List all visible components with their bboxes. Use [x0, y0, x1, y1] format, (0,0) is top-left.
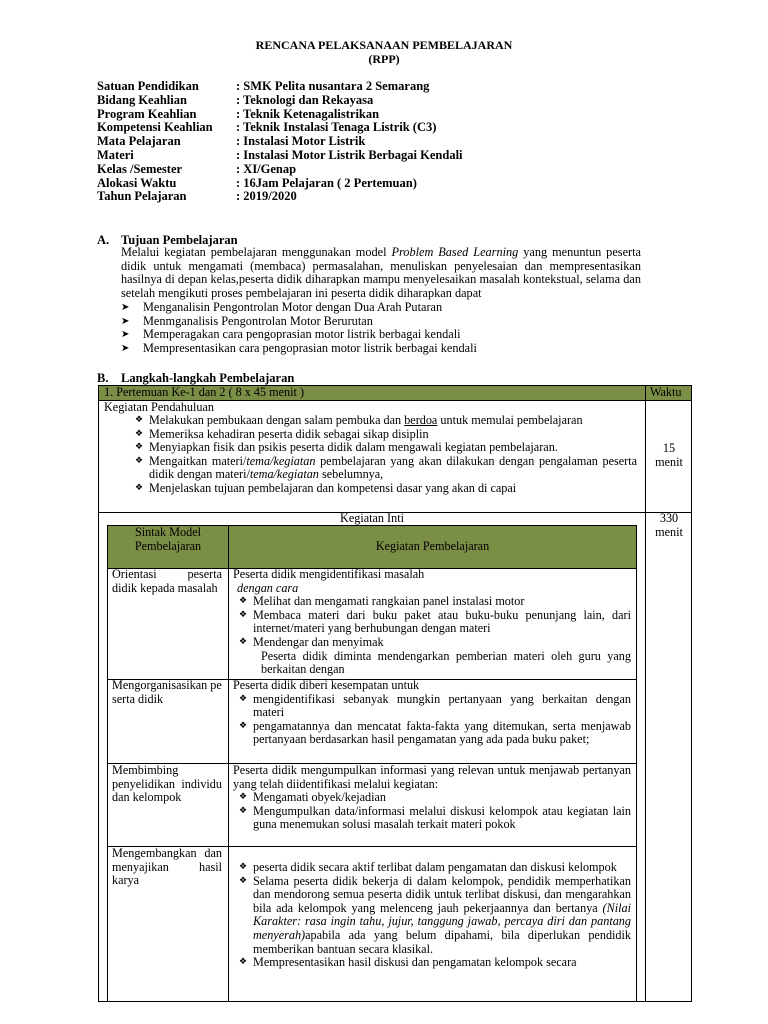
diamond-bullet-icon: ❖ — [238, 875, 248, 886]
list-item — [233, 609, 631, 636]
list-item — [233, 720, 631, 747]
identity-label: Kelas /Semester — [97, 161, 183, 176]
identity-row — [97, 149, 463, 163]
identity-label: Alokasi Waktu — [97, 175, 177, 190]
diamond-bullet-icon: ❖ — [238, 862, 248, 872]
cell-text: Peserta didik mengumpulkan informasi yang relevan untuk menjawab pertanyan yang telah diidentifikasi melalui kegiatan: — [233, 763, 631, 791]
item-text: Mengumpulkan data/informasi melalui diskusi kelompok atau kegiatan lain guna menemukan solusi masalah terkait materi pokok — [253, 803, 631, 832]
arrow-bullet-icon: ➤ — [121, 302, 130, 313]
identity-value: : Instalasi Motor Listrik — [236, 134, 366, 149]
item-text: Menyiapkan fisik dan psikis peserta didik dalam mengawali kegiatan pembelajaran. — [149, 440, 558, 455]
item-text: Mengaitkan materi/ — [149, 453, 247, 468]
list-item — [233, 693, 631, 720]
kegiatan-cell — [233, 764, 631, 832]
identity-value: : 2019/2020 — [236, 189, 297, 204]
col-header-sintak: Sintak Model Pembelajaran — [134, 525, 202, 553]
document-subtitle: (RPP) — [368, 52, 400, 66]
item-text: peserta didik secara aktif terlibat dalam pengamatan dan diskusi kelompok — [253, 860, 617, 874]
section-b-heading — [97, 371, 294, 385]
identity-row — [97, 108, 463, 122]
list-item — [121, 301, 477, 315]
cell-text: dengan cara — [237, 580, 299, 595]
cell-text: Peserta didik mengidentifikasi masalah — [233, 567, 425, 581]
item-text: apabila ada yang belum dipahami, bila diperlukan pendidik memberikan bantuan secara klasikal. — [253, 927, 631, 956]
pendahuluan-list — [129, 414, 637, 496]
col-header-kegiatan: Kegiatan Pembelajaran — [375, 539, 490, 553]
arrow-bullet-icon: ➤ — [121, 329, 130, 341]
arrow-bullet-icon: ➤ — [121, 343, 130, 355]
diamond-bullet-icon: ❖ — [134, 442, 144, 453]
table-header-meeting: 1. Pertemuan Ke-1 dan 2 ( 8 x 45 menit ) — [104, 385, 305, 399]
section-number: B. — [97, 371, 109, 385]
item-text: Selama peserta didik bekerja di dalam kelompok, pendidik memperhatikan dan mendorong semua peserta didik untuk terlibat diskusi, dan mengarahkan bila ada kelompok yang melenceng jauh pekerjaannya dan bertanya — [253, 873, 631, 915]
kegiatan-cell — [233, 861, 631, 970]
list-item — [233, 956, 631, 970]
identity-row — [97, 121, 463, 135]
cell-text: Peserta didik diminta mendengarkan pemberian materi oleh guru yang berkaitan dengan — [261, 648, 631, 677]
identity-label: Program Keahlian — [97, 106, 197, 121]
identity-row — [97, 80, 463, 94]
identity-label: Kompetensi Keahlian — [97, 120, 213, 135]
identity-label: Mata Pelajaran — [97, 134, 181, 149]
diamond-bullet-icon: ❖ — [238, 792, 248, 803]
item-text: Melakukan pembukaan dengan salam pembuka dan — [149, 413, 405, 427]
document-title: RENCANA PELAKSANAAN PEMBELAJARAN — [255, 38, 513, 52]
inti-time — [646, 512, 692, 539]
sintak-cell: Mengorganisasikan peserta didik — [112, 678, 222, 706]
item-text: untuk memulai pembelajaran — [437, 413, 583, 427]
diamond-bullet-icon: ❖ — [238, 693, 248, 704]
sintak-cell: Orientasi peserta didik kepada masalah — [112, 567, 222, 595]
item-text: Menjelaskan tujuan pembelajaran dan kompetensi dasar yang akan di capai — [149, 480, 517, 495]
item-text: Mempresentasikan hasil diskusi dan pengamatan kelompok secara — [253, 955, 577, 970]
identity-value: : Teknologi dan Rekayasa — [236, 92, 374, 107]
list-item — [233, 861, 631, 875]
section-title: Langkah-langkah Pembelajaran — [121, 371, 295, 385]
list-item — [129, 414, 637, 428]
identity-value: : Instalasi Motor Listrik Berbagai Kendali — [236, 147, 463, 162]
section-number: A. — [97, 233, 110, 247]
identity-value: : SMK Pelita nusantara 2 Semarang — [236, 79, 430, 93]
identity-row — [97, 163, 463, 177]
item-text: mengidentifikasi sebanyak mungkin pertanyaan yang berkaitan dengan materi — [253, 691, 631, 720]
identity-label: Materi — [97, 147, 134, 162]
item-text: Melihat dan mengamati rangkaian panel instalasi motor — [253, 594, 525, 609]
item-text: Membaca materi dari buku paket atau buku-buku penunjang lain, dari internet/materi yang berhubungan dengan materi — [253, 607, 631, 636]
item-text: berdoa — [404, 413, 438, 427]
column-divider — [645, 385, 646, 1002]
identity-row — [97, 135, 463, 149]
identity-value: : 16Jam Pelajaran ( 2 Pertemuan) — [236, 175, 417, 190]
arrow-bullet-icon: ➤ — [121, 315, 130, 327]
time-value: 330 — [659, 511, 679, 525]
list-item — [129, 455, 637, 482]
table-header-time: Waktu — [650, 385, 682, 399]
diamond-bullet-icon: ❖ — [238, 609, 248, 620]
pendahuluan-title: Kegiatan Pendahuluan — [104, 400, 214, 414]
identity-label: Tahun Pelajaran — [97, 189, 187, 204]
item-text: tema/kegiatan — [249, 467, 319, 482]
time-unit: menit — [655, 454, 683, 469]
identity-row — [97, 94, 463, 108]
identity-label: Bidang Keahlian — [97, 92, 187, 107]
diamond-bullet-icon: ❖ — [134, 482, 144, 493]
diamond-bullet-icon: ❖ — [238, 957, 248, 968]
item-text: Memeriksa kehadiran peserta didik sebagai sikap disiplin — [149, 426, 429, 441]
identity-block — [97, 80, 463, 204]
list-item — [129, 428, 637, 442]
identity-label: Satuan Pendidikan — [97, 79, 199, 93]
list-item — [129, 441, 637, 455]
diamond-bullet-icon: ❖ — [134, 428, 144, 439]
list-item — [233, 875, 631, 957]
item-text: sebelumnya, — [318, 467, 384, 482]
objective-text: Mempresentasikan cara pengoprasian motor listrik berbagai kendali — [143, 341, 477, 356]
objective-text: Menmganalisis Pengontrolan Motor Berurutan — [143, 313, 373, 328]
identity-value: : Teknik Instalasi Tenaga Listrik (C3) — [236, 120, 437, 135]
identity-value: : XI/Genap — [236, 161, 297, 176]
objective-text: Memperagakan cara pengoprasian motor listrik berbagai kendali — [143, 327, 461, 342]
time-value: 15 — [662, 441, 676, 455]
objective-list — [121, 301, 477, 356]
sintak-cell: Mengembangkan dan menyajikan hasil karya — [112, 846, 222, 888]
list-item — [121, 328, 477, 342]
item-text: pembelajaran yang akan dilakukan dengan pengalaman peserta didik dengan materi/ — [149, 453, 637, 482]
cell-text: Peserta didik diberi kesempatan untuk — [233, 678, 420, 692]
identity-row — [97, 190, 463, 204]
list-item — [233, 791, 631, 805]
identity-row — [97, 177, 463, 191]
diamond-bullet-icon: ❖ — [238, 805, 248, 816]
kegiatan-cell — [233, 568, 631, 677]
paragraph-text: yang menuntun peserta didik untuk mengamati (membaca) permasalahan, menuliskan penyelesaian dan mempresentasikan hasilnya di depan kelas,peserta didik diharapkan mampu menyelesaikan masalah kontekstual, selama dan setelah mengikuti proses pembelajaran ini peserta didik diharapkan dapat — [121, 245, 642, 300]
sintak-cell: Membimbing penyelidikan individu dan kelompok — [112, 763, 222, 805]
item-text: Mendengar dan menyimak — [253, 634, 384, 649]
paragraph-text: Melalui kegiatan pembelajaran menggunakan model — [121, 245, 392, 259]
item-text: tema/kegiatan — [246, 453, 316, 468]
time-unit: menit — [655, 524, 683, 539]
kegiatan-cell — [233, 679, 631, 747]
list-item — [121, 315, 477, 329]
objective-text: Menganalisin Pengontrolan Motor dengan Dua Arah Putaran — [143, 300, 443, 314]
item-text: Mengamati obyek/kejadian — [253, 790, 387, 805]
pendahuluan-time — [646, 442, 692, 469]
diamond-bullet-icon: ❖ — [134, 455, 144, 466]
item-text: (Nilai Karakter: rasa ingin tahu, jujur, tanggung jawab, percaya diri dan pantang menyerah) — [253, 900, 631, 942]
list-item — [233, 636, 631, 650]
diamond-bullet-icon: ❖ — [238, 596, 248, 607]
list-item — [233, 595, 631, 609]
inti-title: Kegiatan Inti — [340, 511, 404, 525]
diamond-bullet-icon: ❖ — [238, 720, 248, 731]
section-title: Tujuan Pembelajaran — [121, 233, 238, 247]
diamond-bullet-icon: ❖ — [238, 636, 248, 647]
list-item — [129, 482, 637, 496]
list-item — [121, 342, 477, 356]
diamond-bullet-icon: ❖ — [134, 415, 144, 425]
model-name: Problem Based Learning — [391, 245, 519, 259]
item-text: pengamatannya dan mencatat fakta-fakta yang ditemukan, serta menjawab pertanyaan berdasarkan hasil pengamatan yang ada pada buku paket; — [253, 718, 631, 747]
list-item — [233, 805, 631, 832]
objective-paragraph — [121, 246, 641, 300]
identity-value: : Teknik Ketenagalistrikan — [236, 106, 380, 121]
